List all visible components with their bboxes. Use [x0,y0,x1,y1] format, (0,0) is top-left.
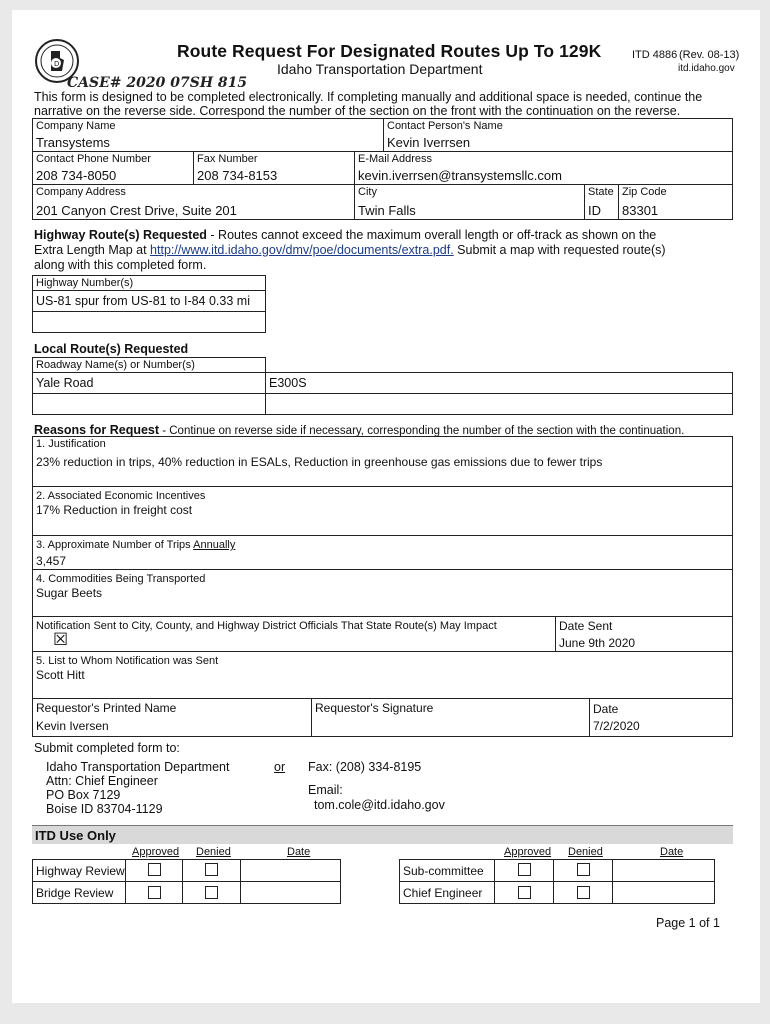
denied-header-left: Denied [196,846,231,858]
highway-number-field-1[interactable]: US-81 spur from US-81 to I-84 0.33 mi [32,290,266,312]
date-sent-field[interactable]: Date Sent June 9th 2020 [555,616,733,652]
printed-name-field[interactable]: Requestor's Printed Name Kevin Iversen [32,698,312,737]
form-number: ITD 4886 [632,49,678,61]
chief-engineer-label-cell: Chief Engineer [399,881,495,904]
email-field[interactable]: E-Mail Address kevin.iverrsen@transystemsllc.com [354,151,733,185]
itd-use-band [32,825,733,844]
zip-field[interactable]: Zip Code 83301 [618,184,733,220]
signature-field[interactable]: Requestor's Signature [311,698,590,737]
submit-email[interactable]: tom.cole@itd.idaho.gov [314,798,445,812]
submit-address-2: Attn: Chief Engineer [46,774,158,788]
contact-person-field[interactable]: Contact Person's Name Kevin Iverrsen [383,118,733,152]
date-header-right: Date [660,846,684,858]
notification-field: Notification Sent to City, County, and Highway District Officials That State Route(s) May Impact ☒ [32,616,556,652]
form-revision: (Rev. 08-13) [679,49,740,61]
highway-routes-intro-2: Extra Length Map at http://www.itd.idaho.gov/dmv/poe/documents/extra.pdf. Submit a map with requested route(s) [34,243,666,257]
approved-header-left: Approved [132,846,180,858]
highway-review-date-field[interactable] [240,859,341,882]
state-field[interactable]: State ID [584,184,619,220]
submit-address-3: PO Box 7129 [46,788,121,802]
highway-number-header: Highway Number(s) [32,275,266,291]
submit-address-4: Boise ID 83704-1129 [46,802,163,816]
city-field[interactable]: City Twin Falls [354,184,585,220]
submit-heading: Submit completed form to: [34,741,180,755]
website: itd.idaho.gov [678,63,735,74]
chief-engineer-date-field[interactable] [612,881,715,904]
address-field[interactable]: Company Address 201 Canyon Crest Drive, Suite 201 [32,184,355,220]
notification-recipients-field[interactable]: 5. List to Whom Notification was Sent Scott Hitt [32,651,733,699]
notification-checkbox[interactable]: ☒ [53,630,69,649]
sub-committee-date-field[interactable] [612,859,715,882]
date-header-left: Date [287,846,311,858]
bridge-review-approved-checkbox[interactable] [148,886,161,899]
reasons-intro: Reasons for Request - Continue on reverse side if necessary, corresponding the number of the section with the continuation. [34,423,685,437]
roadway-number-field-1[interactable]: E300S [265,372,733,394]
department-name: Idaho Transportation Department [277,61,483,77]
local-routes-heading: Local Route(s) Requested [34,342,189,356]
sub-committee-label-cell: Sub-committee [399,859,495,882]
approved-header-right: Approved [504,846,552,858]
extra-length-map-link[interactable]: http://www.itd.idaho.gov/dmv/poe/documents/extra.pdf. [150,243,454,257]
roadway-name-field-1[interactable]: Yale Road [32,372,266,394]
requestor-date-field[interactable]: Date 7/2/2020 [589,698,733,737]
company-name-field[interactable]: Company Name Transystems [32,118,384,152]
fax-field[interactable]: Fax Number 208 734-8153 [193,151,355,185]
submit-fax: Fax: (208) 334-8195 [308,760,422,774]
chief-engineer-approved-checkbox[interactable] [518,886,531,899]
bridge-review-denied-checkbox[interactable] [205,886,218,899]
economic-incentives-field[interactable]: 2. Associated Economic Incentives 17% Reduction in freight cost [32,486,733,536]
highway-routes-intro-1: Highway Route(s) Requested - Routes cannot exceed the maximum overall length or off-track as shown on the [34,228,657,242]
highway-review-approved-checkbox[interactable] [148,863,161,876]
trips-annually-field[interactable]: 3. Approximate Number of Trips Annually 3,457 [32,535,733,570]
submit-or: or [274,760,286,774]
highway-number-field-2[interactable] [32,311,266,333]
roadway-header: Roadway Name(s) or Number(s) [32,357,266,373]
form-page [12,10,760,1003]
sub-committee-approved-checkbox[interactable] [518,863,531,876]
chief-engineer-denied-checkbox[interactable] [577,886,590,899]
svg-text:D: D [54,60,60,68]
highway-review-label-cell: Highway Review [32,859,126,882]
form-title: Route Request For Designated Routes Up To 129K [177,41,602,61]
highway-review-denied-checkbox[interactable] [205,863,218,876]
intro-line-1: This form is designed to be completed electronically. If completing manually and additional space is needed, continue the [34,90,703,104]
roadway-name-field-2[interactable] [32,393,266,415]
case-number: CASE# 2020 07SH 815 [67,75,248,91]
phone-field[interactable]: Contact Phone Number 208 734-8050 [32,151,194,185]
page-number: Page 1 of 1 [656,916,720,930]
denied-header-right: Denied [568,846,603,858]
highway-routes-intro-3: along with this completed form. [34,258,207,272]
bridge-review-date-field[interactable] [240,881,341,904]
roadway-number-field-2[interactable] [265,393,733,415]
bridge-review-label-cell: Bridge Review [32,881,126,904]
submit-address-1: Idaho Transportation Department [46,760,230,774]
sub-committee-denied-checkbox[interactable] [577,863,590,876]
justification-field[interactable]: 1. Justification 23% reduction in trips, 40% reduction in ESALs, Reduction in greenhouse gas emissions due to fewer trips [32,436,733,487]
commodities-field[interactable]: 4. Commodities Being Transported Sugar Beets [32,569,733,617]
submit-email-label: Email: [308,783,343,797]
intro-line-2: narrative on the reverse side. Correspond the number of the section on the front with the continuation on the reverse. [34,104,681,118]
itd-use-heading: ITD Use Only [35,828,116,843]
